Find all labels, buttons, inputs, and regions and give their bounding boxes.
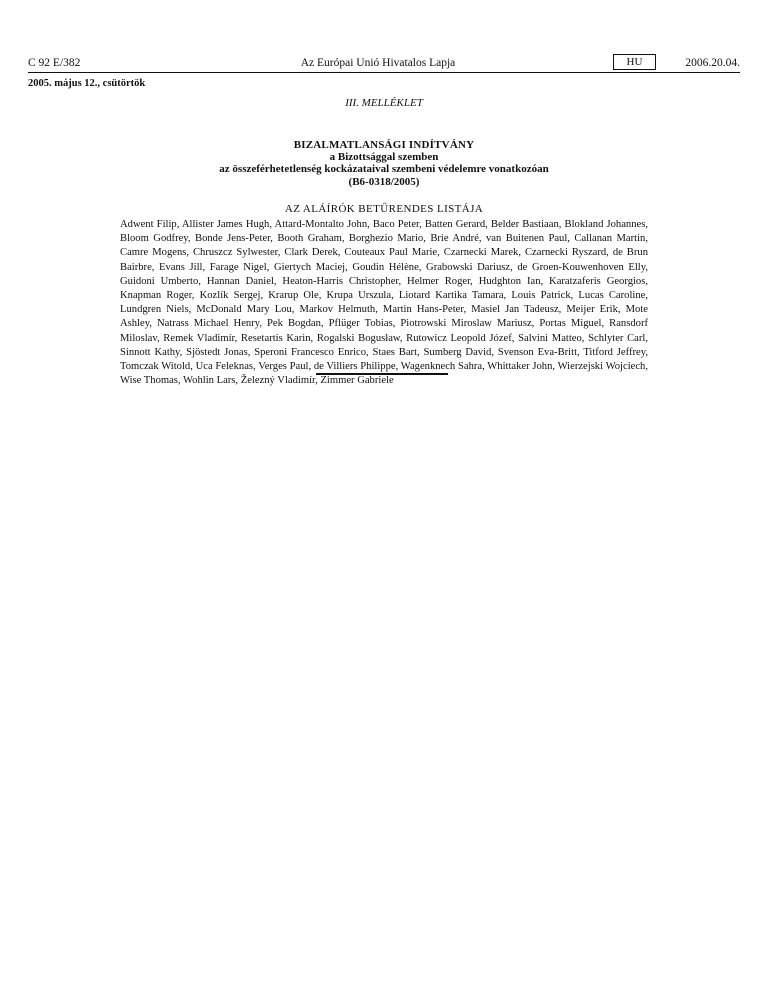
document-title: BIZALMATLANSÁGI INDÍTVÁNY (293, 139, 475, 151)
language-badge: HU (613, 54, 656, 70)
publication-date: 2006.20.04. (685, 57, 740, 69)
document-subtitle-line-2: az összeférhetetlenség kockázataival szembeni védelemre vonatkozóan (219, 163, 549, 176)
annex-label: III. MELLÉKLET (345, 97, 423, 109)
document-title-block (0, 139, 768, 188)
signatories-heading: AZ ALÁÍRÓK BETŰRENDES LISTÁJA (284, 203, 484, 215)
signatories-list: Adwent Filip, Allister James Hugh, Attard-Montalto John, Baco Peter, Batten Gerard, Belder Bastiaan, Blokland Johannes, Bloom Godfrey, Bonde Jens-Peter, Booth Graham, Borghezio Mario, Brie André, van Buitenen Paul, Callanan Martin, Camre Mogens, Chruszcz Sylwester, Clark Derek, Couteaux Paul Marie, Czarnecki Marek, Czarnecki Ryszard, de Brun Bairbre, Evans Jill, Farage Nigel, Giertych Maciej, Goudin Hélène, Grabowski Dariusz, de Groen-Kouwenhoven Elly, Guidoni Umberto, Hannan Daniel, Heaton-Harris Christopher, Helmer Roger, Hudghton Ian, Karatzaferis Georgios, Knapman Roger, Kozlík Sergej, Krarup Ole, Krupa Urszula, Liotard Kartika Tamara, Louis Patrick, Lucas Caroline, Lundgren Niels, McDonald Mary Lou, Markov Helmuth, Martin Hans-Peter, Masiel Jan Tadeusz, Meijer Erik, Mote Ashley, Natrass Michael Henry, Pek Bogdan, Pflüger Tobias, Piotrowski Miroslaw Mariusz, Portas Miguel, Ransdorf Miloslav, Remek Vladimír, Resetartis Karin, Rogalski Bogusław, Rutowicz Leopold Józef, Salvini Matteo, Schlyter Carl, Sinnott Kathy, Sjöstedt Jonas, Speroni Francesco Enrico, Staes Bart, Sumberg David, Svenson Eva-Britt, Titford Jeffrey, Tomczak Witold, Uca Feleknas, Verges Paul, de Villiers Philippe, Wagenknech Sahra, Whittaker John, Wierzejski Wojciech, Wise Thomas, Wohlin Lars, Železný Vladimír, Zimmer Gabriele (120, 219, 648, 387)
session-date: 2005. május 12., csütörtök (28, 78, 146, 89)
journal-reference: C 92 E/382 (28, 57, 81, 69)
page-header (28, 54, 740, 72)
end-divider (316, 373, 448, 375)
journal-title: Az Európai Unió Hivatalos Lapja (300, 57, 456, 69)
header-divider (28, 72, 740, 73)
document-reference: (B6-0318/2005) (348, 175, 420, 188)
document-subtitle-line-1: a Bizottsággal szemben (329, 151, 439, 164)
